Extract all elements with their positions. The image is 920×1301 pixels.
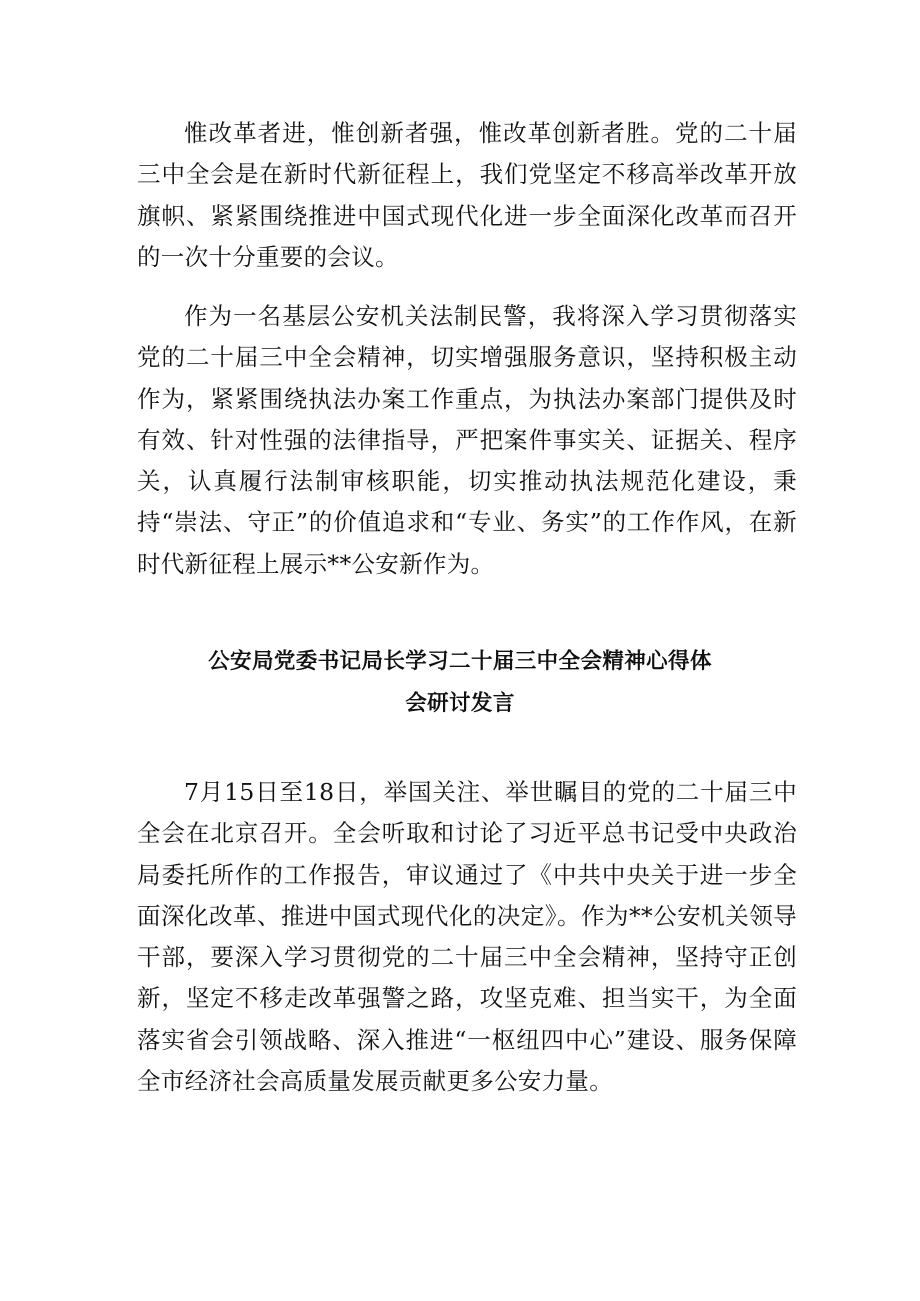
body-paragraph: 7月15日至18日，举国关注、举世瞩目的党的二十届三中全会在北京召开。全会听取和讨论了习近平总书记受中央政治局委托所作的工作报告，审议通过了《中共中央关于进一步全面深化改革、推进中国式现代化的决定》。作为**公安机关领导干部，要深入学习贯彻党的二十届三中全会精神，坚持守正创新，坚定不移走改革强警之路，攻坚克难、担当实干，为全面落实省会引领战略、深入推进“一枢纽四中心”建设、服务保障全市经济社会高质量发展贡献更多公安力量。	[137, 778, 797, 1096]
section-title-line-1: 公安局党委书记局长学习二十届三中全会精神心得体	[208, 649, 712, 674]
section-title-line-2: 会研讨发言	[405, 691, 515, 716]
body-paragraph: 惟改革者进，惟创新者强，惟改革创新者胜。党的二十届三中全会是在新时代新征程上，我们党坚定不移高举改革开放旗帜、紧紧围绕推进中国式现代化进一步全面深化改革而召开的一次十分重要的会议。	[137, 119, 797, 271]
body-paragraph: 作为一名基层公安机关法制民警，我将深入学习贯彻落实党的二十届三中全会精神，切实增强服务意识，坚持积极主动作为，紧紧围绕执法办案工作重点，为执法办案部门提供及时有效、针对性强的法律指导，严把案件事实关、证据关、程序关，认真履行法制审核职能，切实推动执法规范化建设，秉持“崇法、守正”的价值追求和“专业、务实”的工作作风，在新时代新征程上展示**公安新作为。	[137, 302, 797, 578]
